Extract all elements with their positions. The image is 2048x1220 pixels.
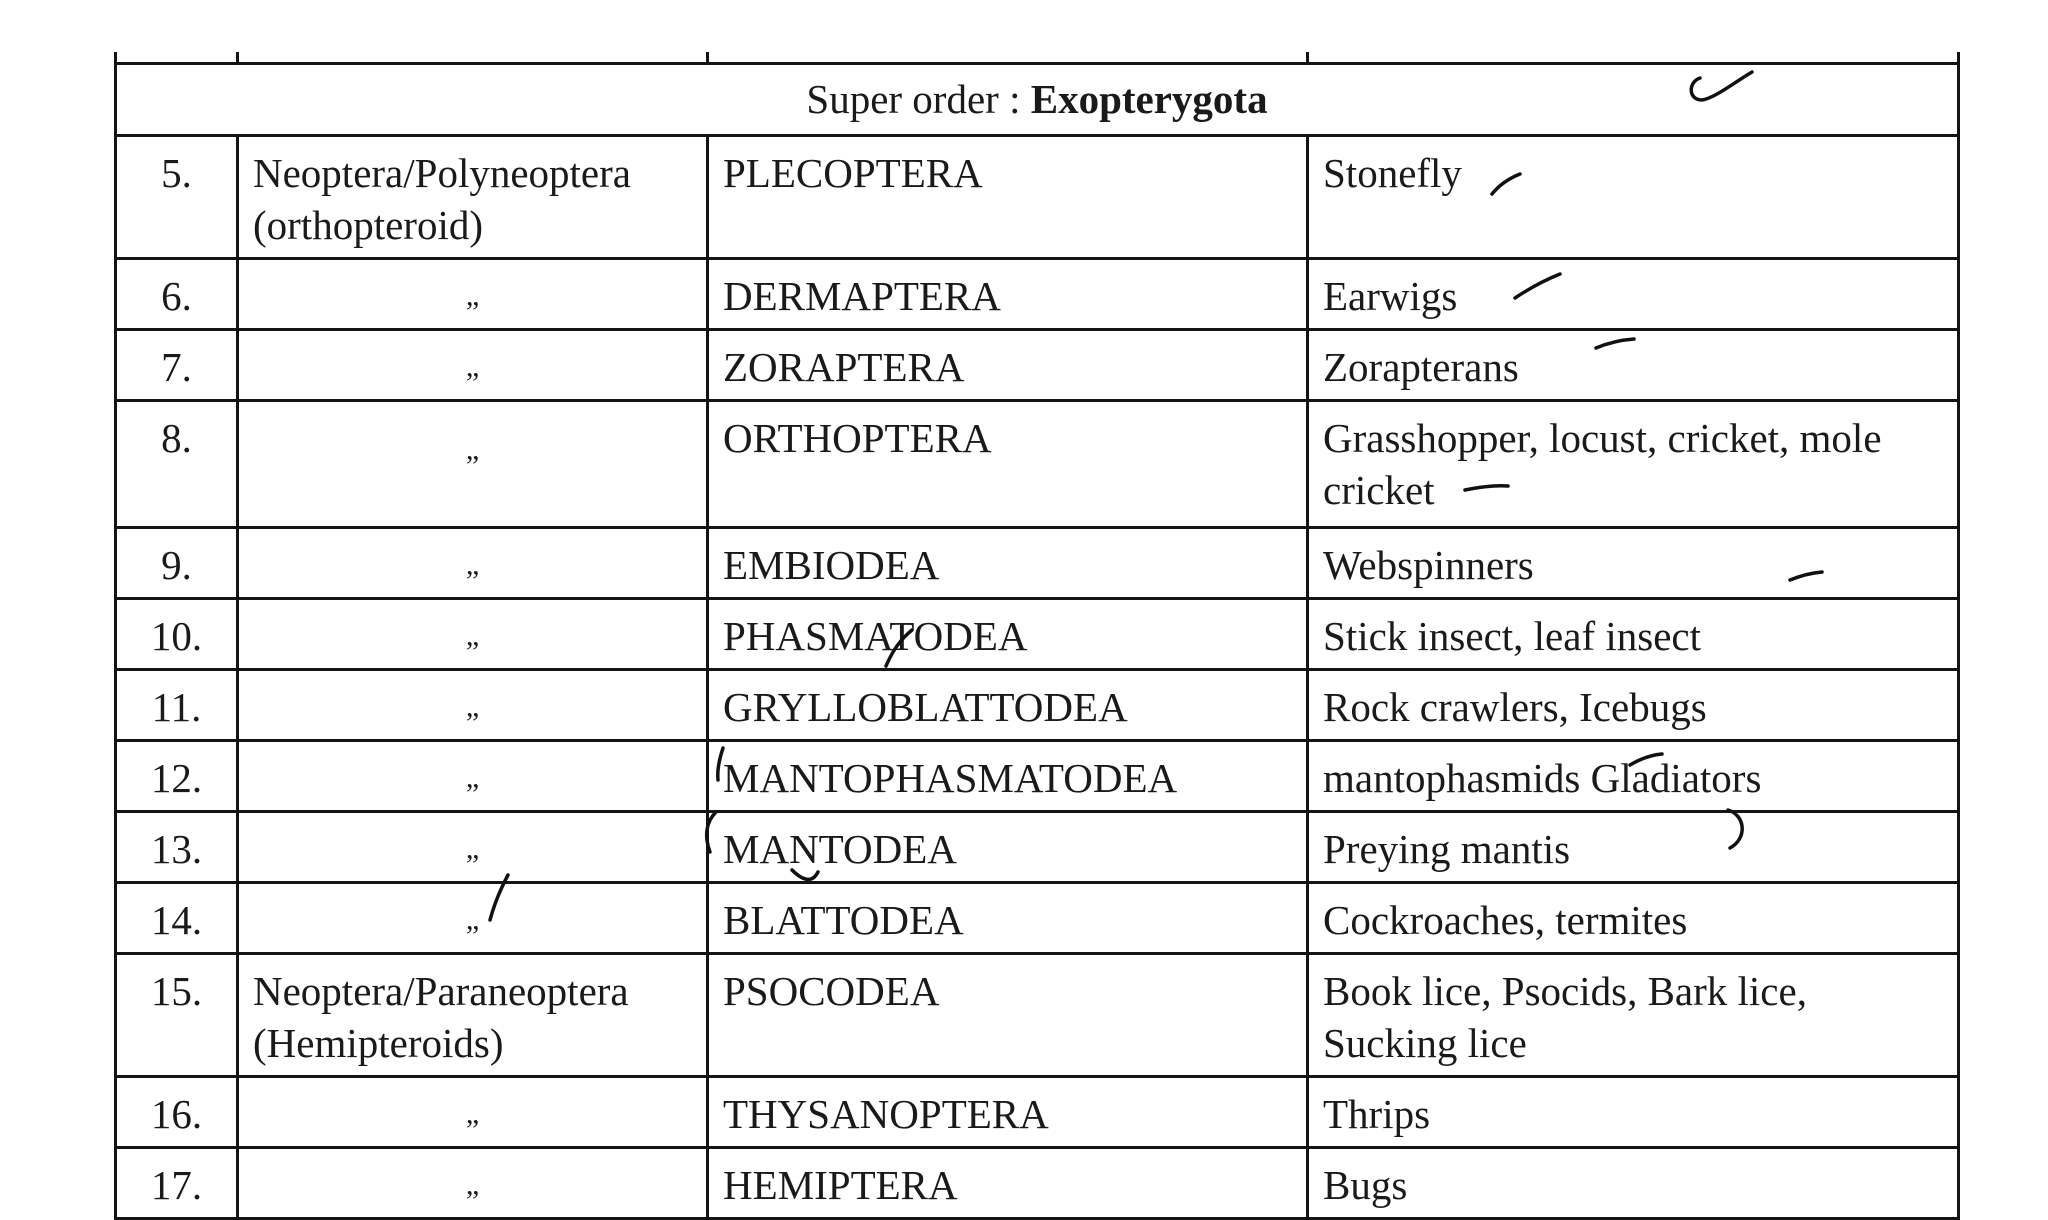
common-name-cell: Rock crawlers, Icebugs bbox=[1308, 670, 1959, 741]
insect-orders-table-container bbox=[114, 52, 1957, 1220]
row-number: 15. bbox=[116, 954, 238, 1077]
row-number: 13. bbox=[116, 812, 238, 883]
row-number: 5. bbox=[116, 136, 238, 259]
row-number: 12. bbox=[116, 741, 238, 812]
stub-cell bbox=[116, 52, 238, 64]
table-row bbox=[116, 741, 1959, 812]
order-cell: PSOCODEA bbox=[708, 954, 1308, 1077]
row-number: 6. bbox=[116, 259, 238, 330]
ditto-mark: „ bbox=[238, 401, 708, 528]
order-cell: MANTOPHASMATODEA bbox=[708, 741, 1308, 812]
order-cell: HEMIPTERA bbox=[708, 1148, 1308, 1219]
table-row bbox=[116, 670, 1959, 741]
common-name-cell: Grasshopper, locust, cricket, mole cricket bbox=[1308, 401, 1959, 528]
stub-cell bbox=[238, 52, 708, 64]
row-number: 7. bbox=[116, 330, 238, 401]
common-name-cell: Cockroaches, termites bbox=[1308, 883, 1959, 954]
table-row bbox=[116, 528, 1959, 599]
super-order-row bbox=[116, 64, 1959, 136]
table-row bbox=[116, 954, 1959, 1077]
ditto-mark: „ bbox=[238, 259, 708, 330]
common-name-cell: Webspinners bbox=[1308, 528, 1959, 599]
ditto-mark: „ bbox=[238, 1148, 708, 1219]
row-number: 8. bbox=[116, 401, 238, 528]
ditto-mark: „ bbox=[238, 330, 708, 401]
common-name-cell: Bugs bbox=[1308, 1148, 1959, 1219]
order-cell: EMBIODEA bbox=[708, 528, 1308, 599]
ditto-mark: „ bbox=[238, 883, 708, 954]
stub-cell bbox=[1308, 52, 1959, 64]
order-cell: MANTODEA bbox=[708, 812, 1308, 883]
table-row bbox=[116, 330, 1959, 401]
common-name-cell: Zorapterans bbox=[1308, 330, 1959, 401]
row-number: 11. bbox=[116, 670, 238, 741]
table-row bbox=[116, 136, 1959, 259]
order-cell: PHASMATODEA bbox=[708, 599, 1308, 670]
order-cell: GRYLLOBLATTODEA bbox=[708, 670, 1308, 741]
order-cell: DERMAPTERA bbox=[708, 259, 1308, 330]
common-name-cell: Stick insect, leaf insect bbox=[1308, 599, 1959, 670]
table-row bbox=[116, 812, 1959, 883]
order-cell: PLECOPTERA bbox=[708, 136, 1308, 259]
row-number: 16. bbox=[116, 1077, 238, 1148]
super-order-heading bbox=[116, 64, 1959, 136]
ditto-mark: „ bbox=[238, 528, 708, 599]
order-cell: THYSANOPTERA bbox=[708, 1077, 1308, 1148]
stub-cell bbox=[708, 52, 1308, 64]
infraclass-cell: Neoptera/Polyneoptera (orthopteroid) bbox=[238, 136, 708, 259]
row-number: 9. bbox=[116, 528, 238, 599]
table-row bbox=[116, 1148, 1959, 1219]
order-cell: BLATTODEA bbox=[708, 883, 1308, 954]
ditto-mark: „ bbox=[238, 1077, 708, 1148]
common-name-cell: Thrips bbox=[1308, 1077, 1959, 1148]
common-name-cell: Earwigs bbox=[1308, 259, 1959, 330]
insect-orders-table bbox=[114, 52, 1960, 1220]
ditto-mark: „ bbox=[238, 741, 708, 812]
previous-page-row-stub bbox=[116, 52, 1959, 64]
table-row bbox=[116, 1077, 1959, 1148]
common-name-cell: Preying mantis bbox=[1308, 812, 1959, 883]
common-name-cell: mantophasmids Gladiators bbox=[1308, 741, 1959, 812]
common-name-cell: Book lice, Psocids, Bark lice, Sucking lice bbox=[1308, 954, 1959, 1077]
order-cell: ZORAPTERA bbox=[708, 330, 1308, 401]
table-row bbox=[116, 599, 1959, 670]
table-row bbox=[116, 883, 1959, 954]
row-number: 17. bbox=[116, 1148, 238, 1219]
ditto-mark: „ bbox=[238, 599, 708, 670]
row-number: 14. bbox=[116, 883, 238, 954]
table-row bbox=[116, 259, 1959, 330]
row-number: 10. bbox=[116, 599, 238, 670]
ditto-mark: „ bbox=[238, 812, 708, 883]
common-name-cell: Stonefly bbox=[1308, 136, 1959, 259]
infraclass-cell: Neoptera/Paraneoptera (Hemipteroids) bbox=[238, 954, 708, 1077]
super-order-label: Super order : bbox=[806, 76, 1031, 122]
table-row bbox=[116, 401, 1959, 528]
ditto-mark: „ bbox=[238, 670, 708, 741]
super-order-name: Exopterygota bbox=[1030, 76, 1268, 122]
order-cell: ORTHOPTERA bbox=[708, 401, 1308, 528]
